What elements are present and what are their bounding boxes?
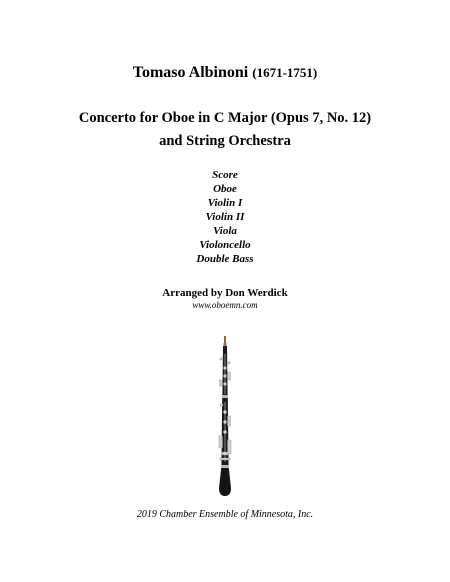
oboe-icon — [213, 336, 237, 498]
website-text: www.oboemn.com — [192, 300, 258, 310]
part-item: Viola — [213, 225, 237, 237]
title-line-2: and String Orchestra — [159, 133, 291, 149]
part-item: Oboe — [213, 183, 237, 195]
part-item: Score — [212, 169, 238, 181]
title-line-1: Concerto for Oboe in C Major (Opus 7, No. 12) — [78, 110, 372, 126]
parts-list — [0, 168, 450, 266]
composer-line — [0, 64, 450, 82]
composer-name: Tomaso Albinoni — [132, 64, 249, 81]
part-item: Violoncello — [199, 239, 251, 251]
part-item: Violin II — [205, 211, 245, 223]
copyright-footer: 2019 Chamber Ensemble of Minnesota, Inc. — [136, 509, 314, 520]
part-item: Violin I — [207, 197, 243, 209]
part-item: Double Bass — [196, 253, 254, 265]
arranger-credit: Arranged by Don Werdick — [162, 287, 288, 299]
composer-dates: (1671-1751) — [252, 65, 318, 80]
